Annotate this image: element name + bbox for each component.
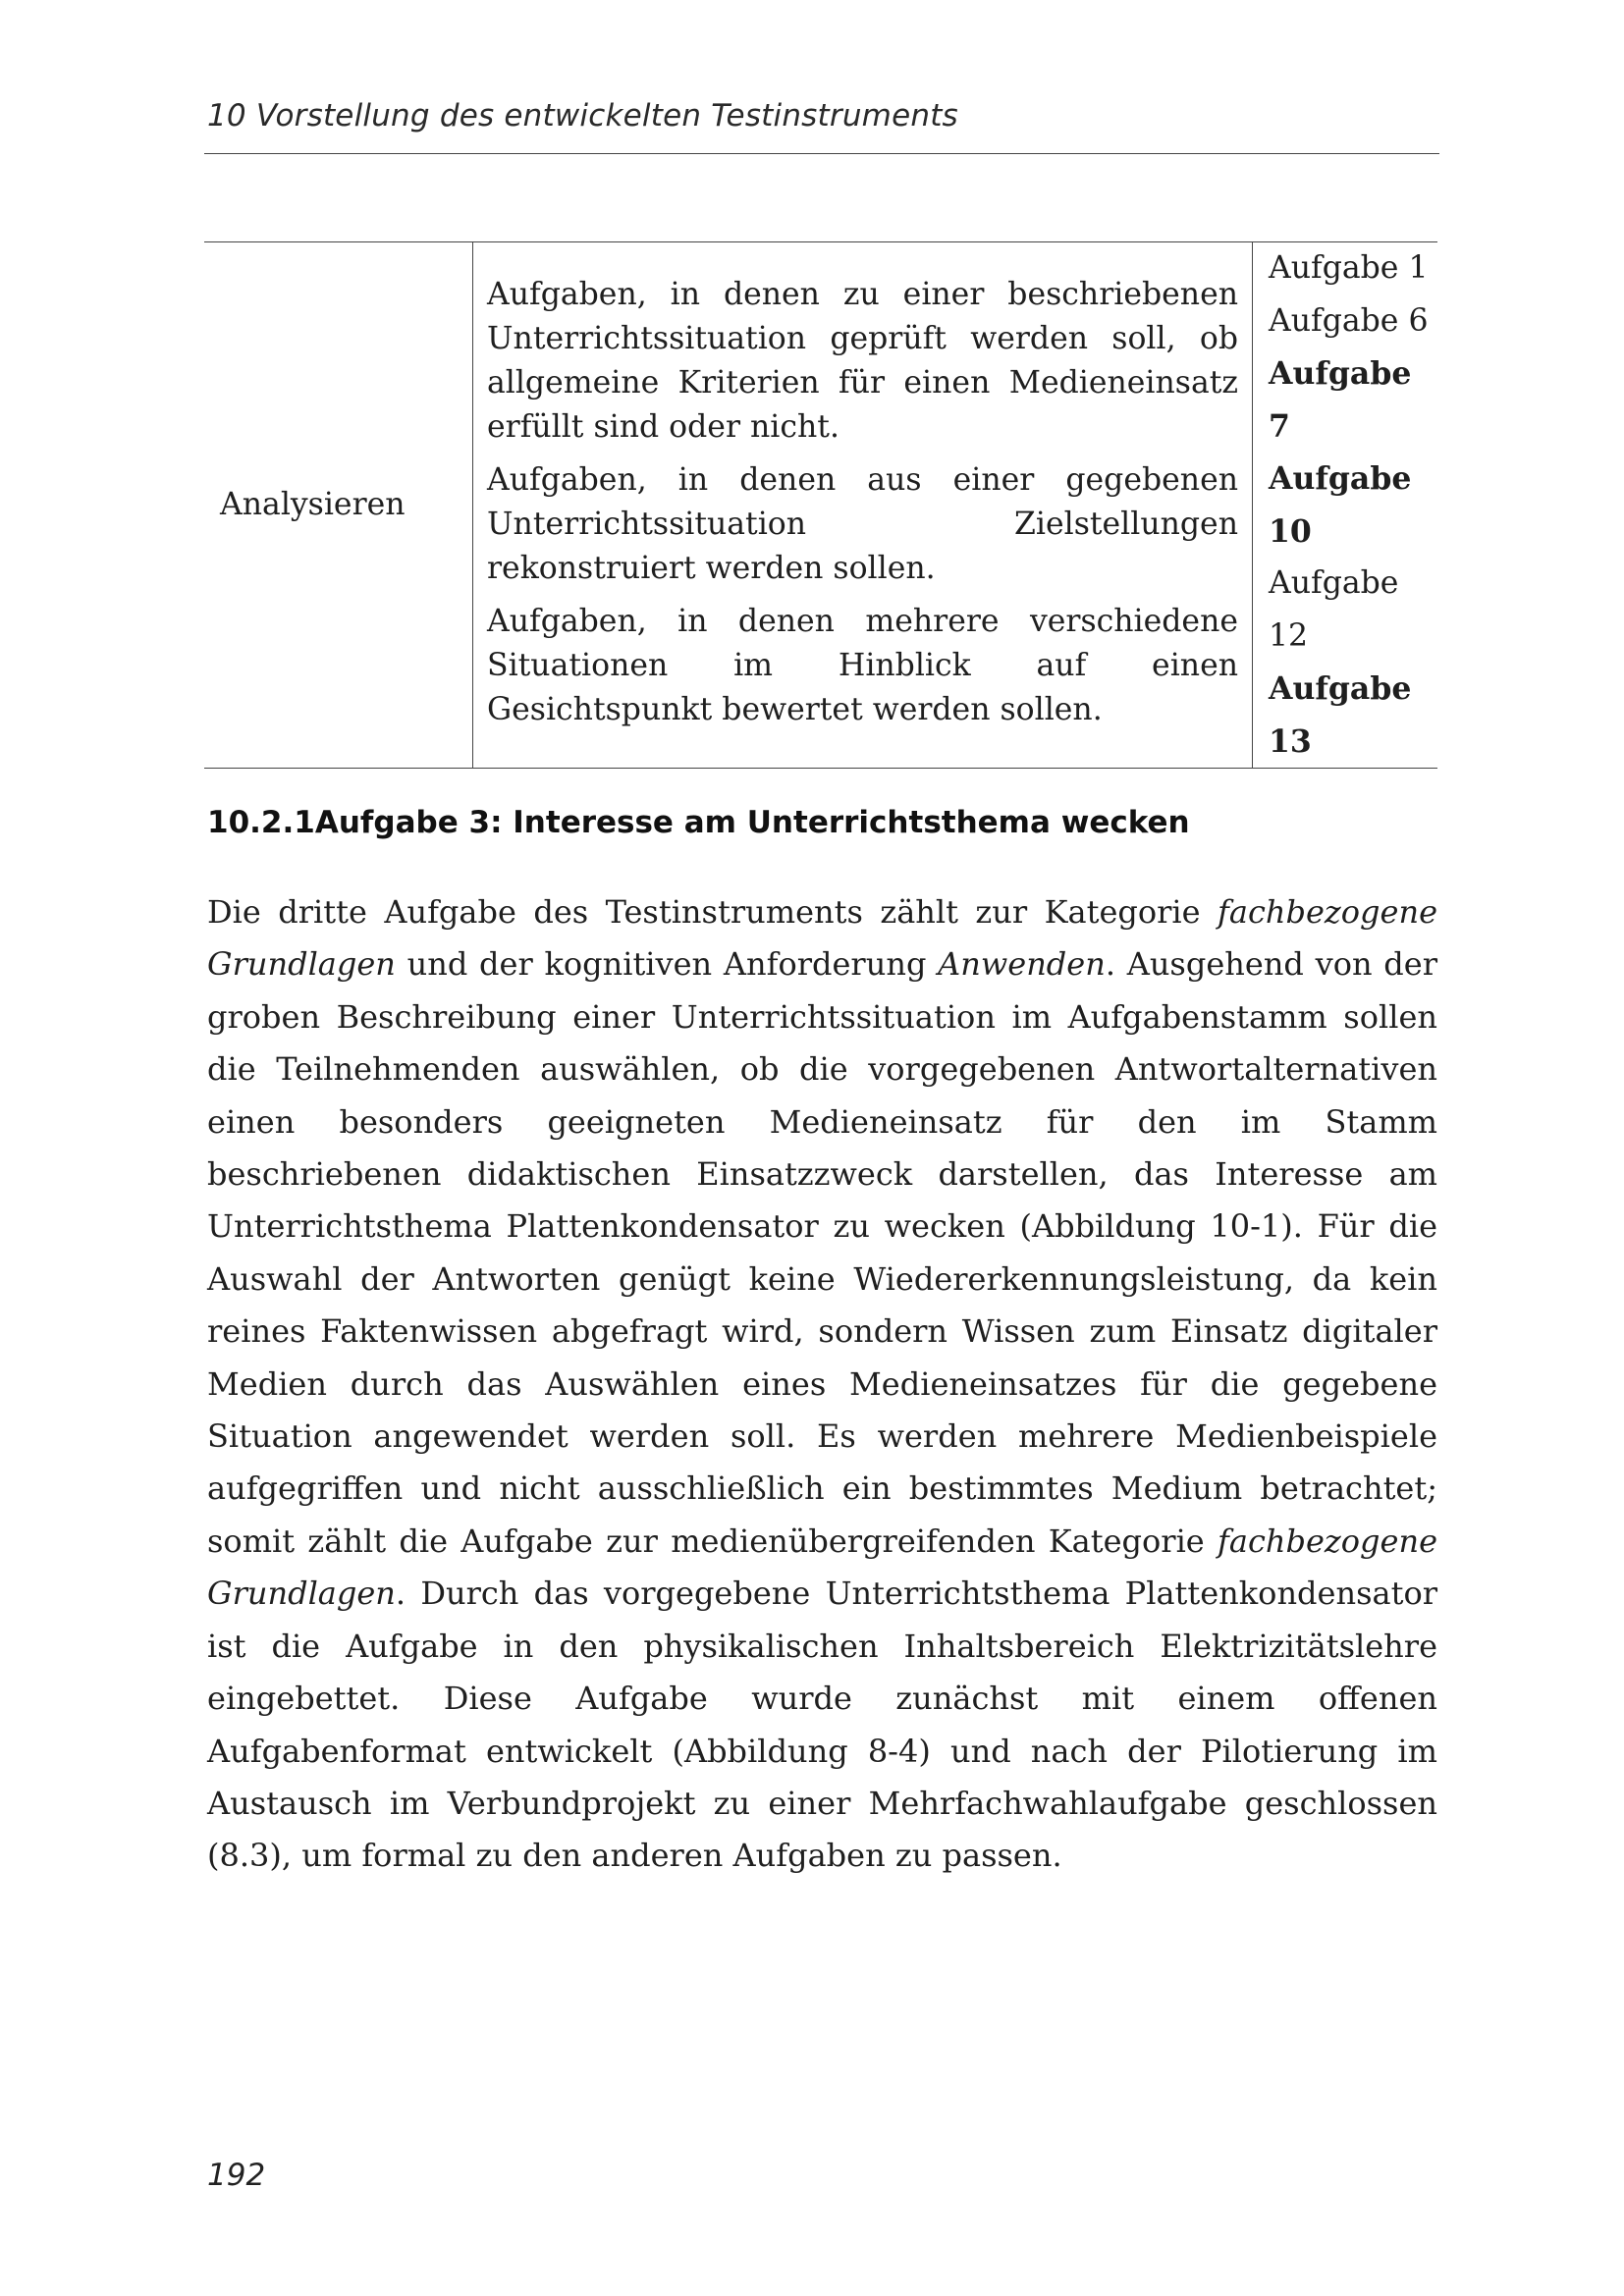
task-label: Aufgabe 13 [1269,670,1412,760]
description-item: Aufgaben, in denen mehrere verschiedene Situationen im Hinblick auf einen Gesichtspunkt bewertet werden sollen. [487,603,1238,727]
task-list-cell [1253,242,1438,769]
header-rule [204,153,1439,154]
task-label: Aufgabe 1 [1269,250,1429,286]
body-text-run: . Durch das vorgegebene Unterrichtsthema Plattenkondensator ist die Aufgabe in den physikalischen Inhaltsbereich Elektrizitätslehre eingebettet. Diese Aufgabe wurde zunächst mit einem offenen Aufgabenformat entwickelt (Abbildung 8-4) und nach der Pilotierung im Austausch im Verbundprojekt zu einer Mehrfachwahlaufgabe geschlossen (8.3), um formal zu den anderen Aufgaben zu passen. [207,1575,1437,1875]
task-label: Aufgabe 10 [1269,460,1412,550]
body-emphasis: fachbezogene Grundlagen [207,1522,1437,1613]
body-text-run: Die dritte Aufgabe des Testinstruments zählt zur Kategorie [207,893,1218,931]
body-text [207,886,1437,1883]
body-paragraph [207,886,1437,1883]
category-cell: Analysieren [204,242,473,769]
running-head-title: 10 Vorstellung des entwickelten Testinstruments [207,98,958,133]
description-cell [473,242,1253,769]
page-number: 192 [207,2158,266,2193]
body-text-run: und der kognitiven Anforderung [395,945,939,984]
task-label: Aufgabe 7 [1269,355,1412,445]
section-title: Aufgabe 3: Interesse am Unterrichtsthema wecken [314,805,1190,840]
task-label: Aufgabe 6 [1269,302,1429,339]
category-table [204,241,1437,769]
table-row [204,242,1437,769]
body-emphasis: Anwenden [938,945,1106,984]
section-heading [207,805,1190,840]
section-number: 10.2.1 [207,805,315,840]
description-item: Aufgaben, in denen zu einer beschriebenen Unterrichtssituation geprüft werden soll, ob allgemeine Kriterien für einen Medieneinsatz erfüllt sind oder nicht. [487,276,1238,445]
description-item: Aufgaben, in denen aus einer gegebenen Unterrichtssituation Zielstellungen rekonstruiert werden sollen. [487,461,1238,586]
task-label: Aufgabe 12 [1269,565,1399,654]
body-text-run: . Ausgehend von der groben Beschreibung einer Unterrichtssituation im Aufgabenstamm sollen die Teilnehmenden auswählen, ob die vorgegebenen Antwortalternativen einen besonders geeigneten Medieneinsatz für den im Stamm beschriebenen didaktischen Einsatzzweck darstellen, das Interesse am Unterrichtsthema Plattenkondensator zu wecken (Abbildung 10-1). Für die Auswahl der Antworten genügt keine Wiedererkennungsleistung, da kein reines Faktenwissen abgefragt wird, sondern Wissen zum Einsatz digitaler Medien durch das Auswählen eines Medieneinsatzes für die gegebene Situation angewendet werden soll. Es werden mehrere Medienbeispiele aufgegriffen und nicht ausschließlich ein bestimmtes Medium betrachtet; somit zählt die Aufgabe zur medienübergreifenden Kategorie [207,945,1438,1560]
body-emphasis: fachbezogene Grundlagen [207,893,1437,984]
